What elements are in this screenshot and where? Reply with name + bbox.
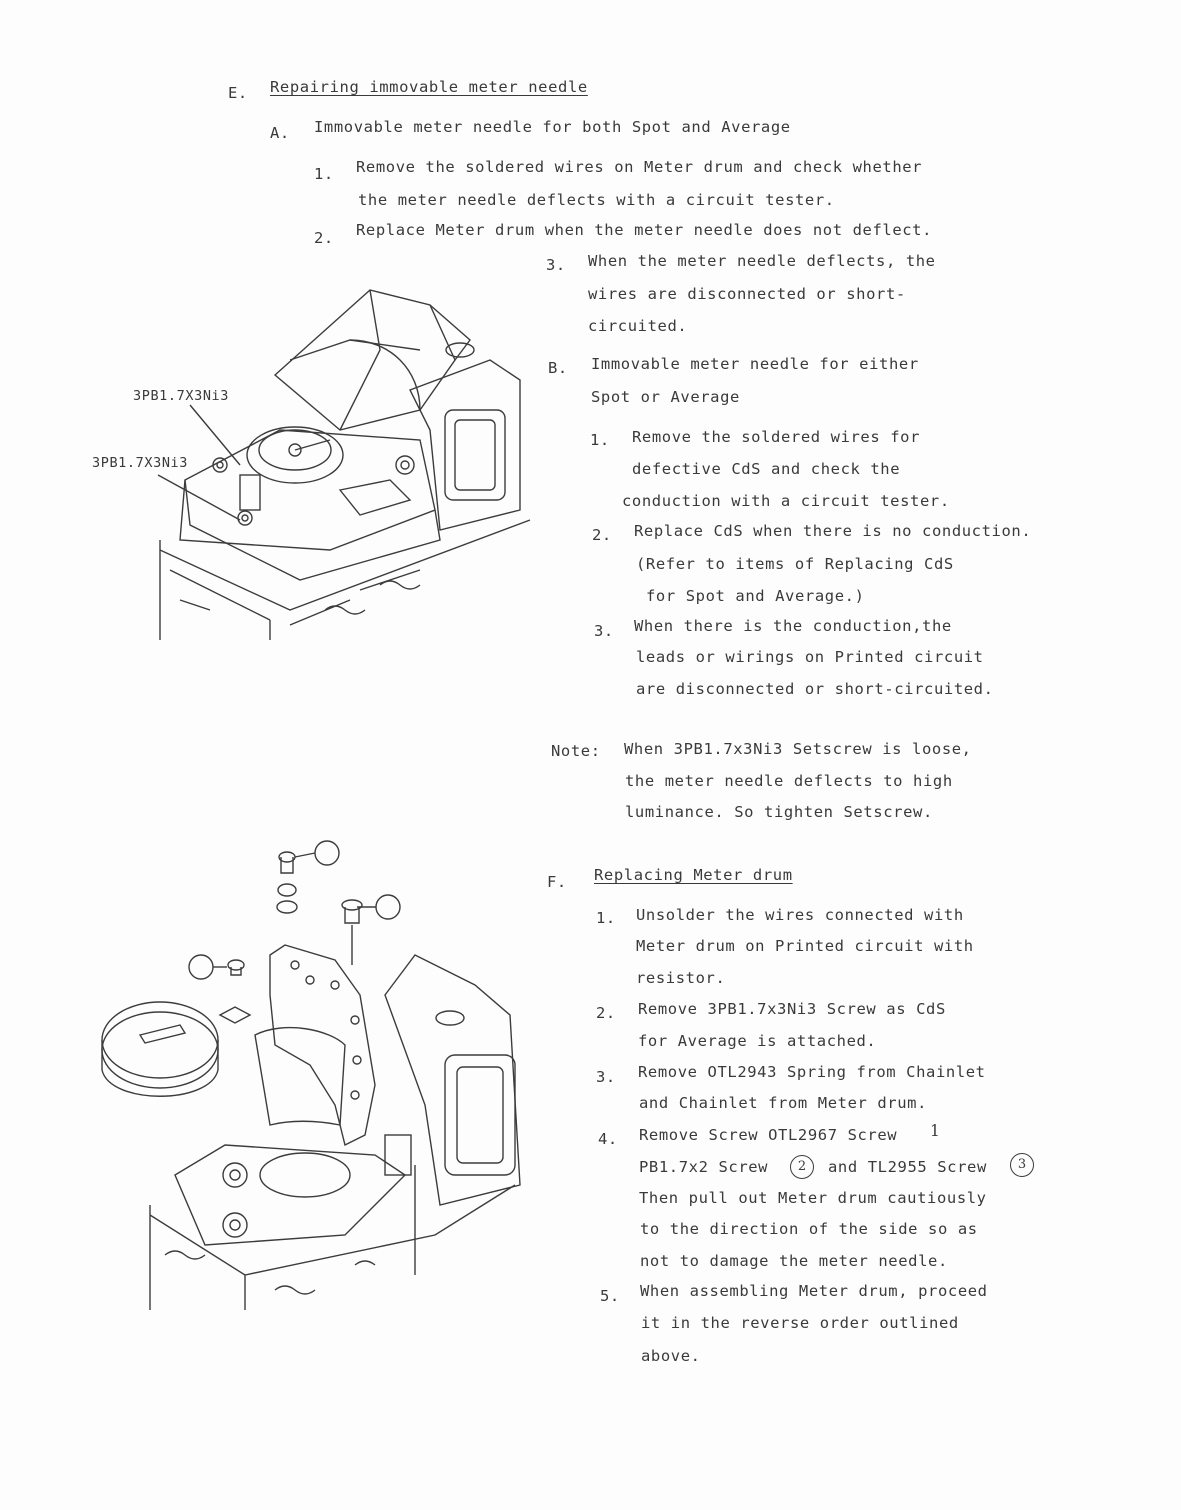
f-item-4-callout-3: 3 (1010, 1153, 1034, 1177)
a-item-3-line-2: wires are disconnected or short- (588, 285, 906, 303)
f-item-3-num: 3. (596, 1068, 616, 1086)
section-e-title: Repairing immovable meter needle (270, 78, 588, 96)
b-item-1-line-2: defective CdS and check the (632, 460, 901, 478)
f-item-4-line-2: PB1.7x2 Screw (639, 1158, 769, 1176)
f-item-4-line-5: to the direction of the side so as (640, 1220, 978, 1238)
figure1-label-top: 3PB1.7X3Ni3 (133, 388, 230, 404)
f-item-4-line-1: Remove Screw OTL2967 Screw (639, 1126, 898, 1144)
f-item-1-num: 1. (596, 909, 616, 927)
a-item-1-line-2: the meter needle deflects with a circuit tester. (358, 191, 835, 209)
f-item-4-line-6: not to damage the meter needle. (640, 1252, 948, 1270)
note-line-2: the meter needle deflects to high (625, 772, 953, 790)
b-item-3-line-2: leads or wirings on Printed circuit (636, 648, 984, 666)
figure1-label-bottom: 3PB1.7X3Ni3 (92, 455, 189, 471)
b-item-3-num: 3. (594, 622, 614, 640)
sub-a-title: Immovable meter needle for both Spot and Average (314, 118, 791, 136)
b-item-3-line-3: are disconnected or short-circuited. (636, 680, 994, 698)
f-item-5-line-3: above. (641, 1347, 701, 1365)
f-item-5-line-2: it in the reverse order outlined (641, 1314, 959, 1332)
b-item-3-line-1: When there is the conduction,the (634, 617, 952, 635)
callout-1-circle (315, 841, 339, 865)
b-item-2-line-3: for Spot and Average.) (646, 587, 865, 605)
b-item-2-line-1: Replace CdS when there is no conduction. (634, 522, 1032, 540)
f-item-5-line-1: When assembling Meter drum, proceed (640, 1282, 988, 1300)
b-item-1-num: 1. (590, 431, 610, 449)
a-item-1-num: 1. (314, 165, 334, 183)
f-item-3-line-2: and Chainlet from Meter drum. (639, 1094, 928, 1112)
b-item-2-line-2: (Refer to items of Replacing CdS (636, 555, 954, 573)
sub-a-letter: A. (270, 124, 290, 142)
callout-2-circle (189, 955, 213, 979)
sub-b-letter: B. (548, 359, 568, 377)
f-item-2-line-2: for Average is attached. (638, 1032, 877, 1050)
callout-3-circle (376, 895, 400, 919)
f-item-1-line-1: Unsolder the wires connected with (636, 906, 964, 924)
a-item-3-num: 3. (546, 256, 566, 274)
b-item-1-line-1: Remove the soldered wires for (632, 428, 921, 446)
exploded-view-illustration (95, 835, 545, 1325)
f-item-4-callout-2: 2 (790, 1155, 814, 1179)
sub-b-title-line-2: Spot or Average (591, 388, 740, 406)
a-item-1-line-1: Remove the soldered wires on Meter drum and check whether (356, 158, 923, 176)
note-line-3: luminance. So tighten Setscrew. (625, 803, 933, 821)
a-item-2-line-1: Replace Meter drum when the meter needle does not deflect. (356, 221, 933, 239)
section-f-title: Replacing Meter drum (594, 866, 793, 884)
f-item-4-num: 4. (598, 1130, 618, 1148)
f-item-4-callout-1: 1 (930, 1122, 941, 1140)
a-item-3-line-1: When the meter needle deflects, the (588, 252, 936, 270)
b-item-1-line-3: conduction with a circuit tester. (622, 492, 950, 510)
note-line-1: When 3PB1.7x3Ni3 Setscrew is loose, (624, 740, 972, 758)
meter-assembly-illustration (90, 280, 530, 650)
b-item-2-num: 2. (592, 526, 612, 544)
section-f-letter: F. (547, 873, 567, 891)
f-item-2-num: 2. (596, 1004, 616, 1022)
sub-b-title-line-1: Immovable meter needle for either (591, 355, 919, 373)
f-item-4-line-3: and TL2955 Screw (828, 1158, 987, 1176)
f-item-3-line-1: Remove OTL2943 Spring from Chainlet (638, 1063, 986, 1081)
f-item-1-line-2: Meter drum on Printed circuit with (636, 937, 974, 955)
f-item-5-num: 5. (600, 1287, 620, 1305)
f-item-4-line-4: Then pull out Meter drum cautiously (639, 1189, 987, 1207)
f-item-2-line-1: Remove 3PB1.7x3Ni3 Screw as CdS (638, 1000, 946, 1018)
section-e-letter: E. (228, 84, 248, 102)
a-item-3-line-3: circuited. (588, 317, 688, 335)
a-item-2-num: 2. (314, 229, 334, 247)
f-item-1-line-3: resistor. (636, 969, 726, 987)
note-label: Note: (551, 742, 601, 760)
